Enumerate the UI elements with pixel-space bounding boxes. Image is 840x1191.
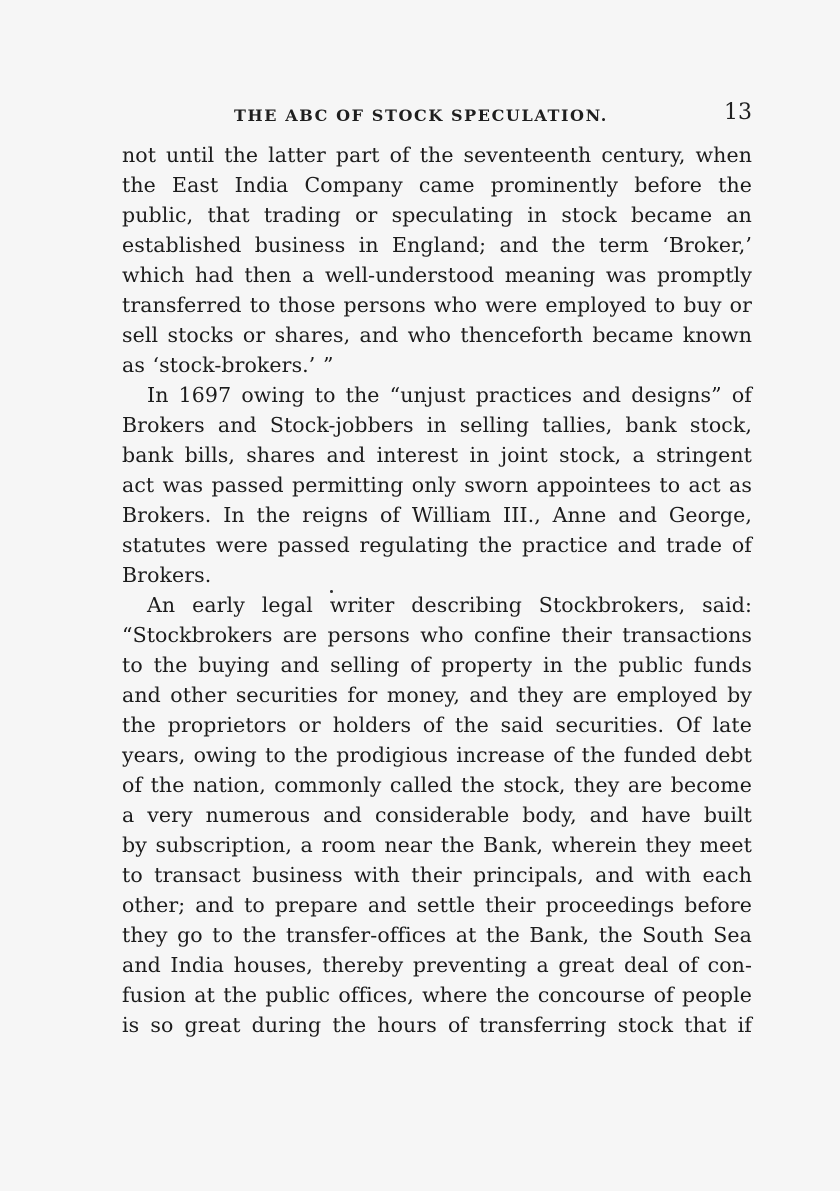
running-head <box>122 100 752 130</box>
text-line: to transact business with their principals, and with each <box>122 863 752 887</box>
text-line: is so great during the hours of transferring stock that if <box>122 1013 752 1037</box>
text-line: by subscription, a room near the Bank, wherein they meet <box>122 833 752 857</box>
text-line: the proprietors or holders of the said securities. Of late <box>122 713 752 737</box>
text-line: of the nation, commonly called the stock, they are become <box>122 773 752 797</box>
text-line: act was passed permitting only sworn appointees to act as <box>122 473 752 497</box>
text-line: the East India Company came prominently before the <box>122 173 752 197</box>
text-line: “Stockbrokers are persons who confine their transactions <box>122 623 752 647</box>
text-line: bank bills, shares and interest in joint stock, a stringent <box>122 443 752 467</box>
text-line: other; and to prepare and settle their proceedings before <box>122 893 752 917</box>
running-title: THE ABC OF STOCK SPECULATION. <box>234 106 608 125</box>
text-line: In 1697 owing to the “unjust practices and designs” of <box>147 383 752 407</box>
text-line: statutes were passed regulating the practice and trade of <box>122 533 752 557</box>
text-line: public, that trading or speculating in stock became an <box>122 203 752 227</box>
text-line: transferred to those persons who were employed to buy or <box>122 293 752 317</box>
text-line: a very numerous and considerable body, and have built <box>122 803 752 827</box>
text-line: as ‘stock-brokers.’ ” <box>122 353 334 377</box>
text-line: An early legal writer describing Stockbrokers, said: <box>147 593 752 617</box>
body-text <box>122 140 752 1040</box>
text-line: sell stocks or shares, and who thenceforth became known <box>122 323 752 347</box>
text-line: Brokers and Stock-jobbers in selling tallies, bank stock, <box>122 413 752 437</box>
text-line: to the buying and selling of property in the public funds <box>122 653 752 677</box>
text-line: years, owing to the prodigious increase of the funded debt <box>122 743 752 767</box>
text-line: established business in England; and the term ‘Broker,’ <box>122 233 752 257</box>
text-line: they go to the transfer-offices at the Bank, the South Sea <box>122 923 752 947</box>
text-line: and other securities for money, and they are employed by <box>122 683 752 707</box>
text-line: Brokers. <box>122 563 212 587</box>
print-speck <box>330 590 333 593</box>
text-line: not until the latter part of the seventeenth century, when <box>122 143 752 167</box>
text-line: which had then a well-understood meaning was promptly <box>122 263 752 287</box>
text-line: Brokers. In the reigns of William III., Anne and George, <box>122 503 752 527</box>
page-number: 13 <box>724 100 752 125</box>
text-line: and India houses, thereby preventing a great deal of con- <box>122 953 752 977</box>
text-line: fusion at the public offices, where the concourse of people <box>122 983 752 1007</box>
